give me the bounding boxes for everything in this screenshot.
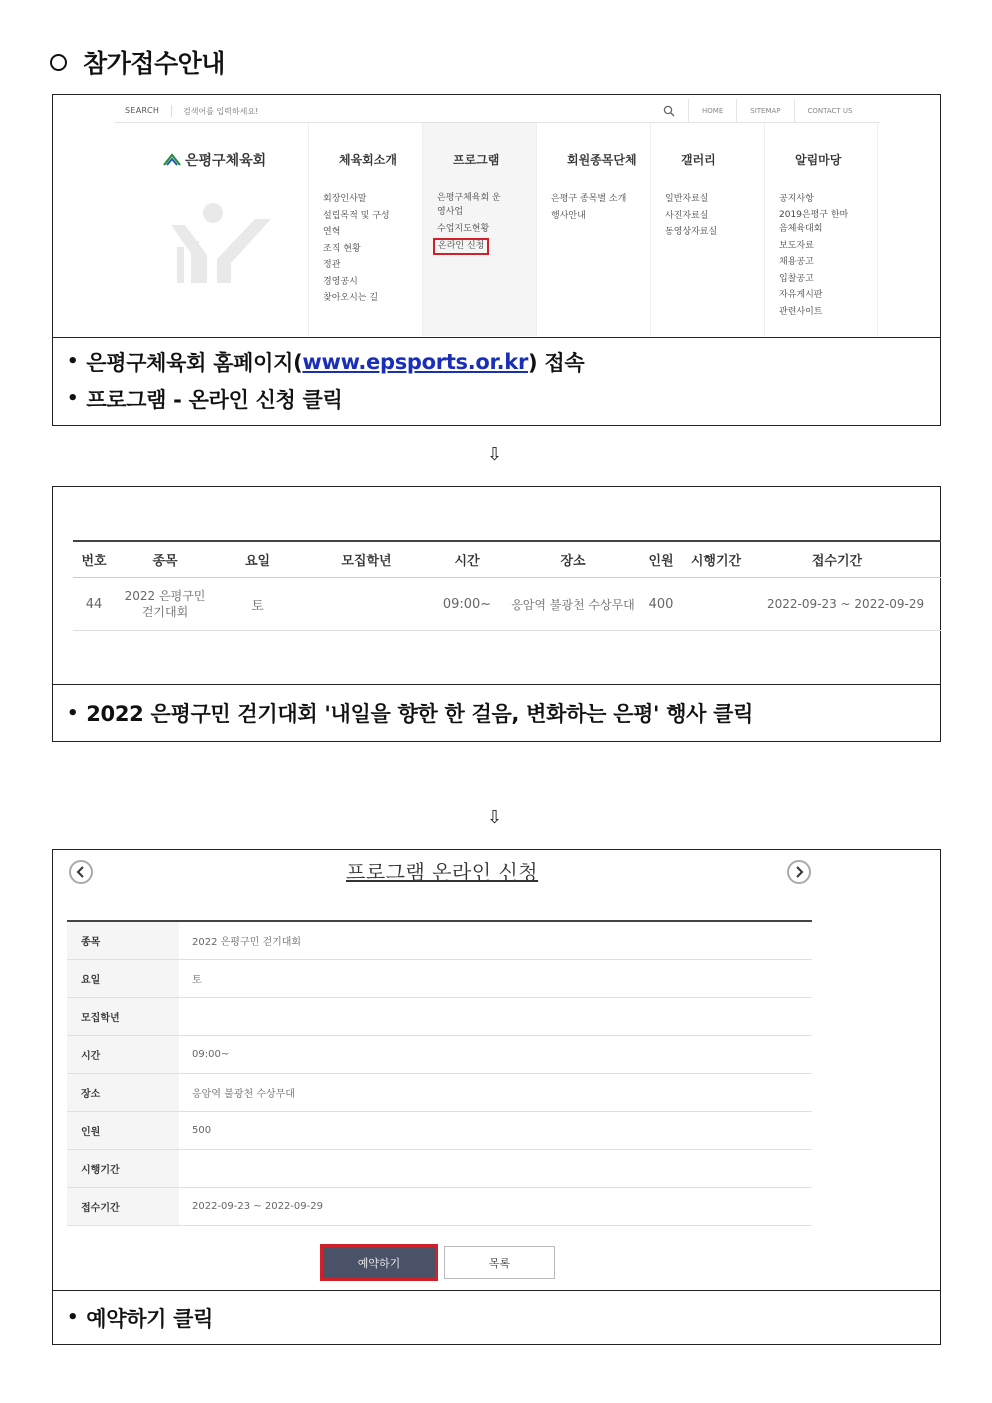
menu-item[interactable]: 일반자료실 (665, 194, 709, 204)
cell-place: 응암역 불광천 수상무대 (511, 597, 635, 612)
homepage-link[interactable]: www.epsports.or.kr (302, 349, 529, 374)
menu-item[interactable]: 정관 (323, 260, 341, 270)
col-header: 인원 (648, 554, 674, 569)
menu-item[interactable]: 동영상자료실 (665, 227, 718, 237)
menu-item[interactable]: 설립목적 및 구성 (323, 210, 390, 221)
detail-value: 09:00~ (192, 1049, 230, 1060)
detail-key: 시행기간 (67, 1150, 179, 1187)
menu-item[interactable]: 경영공시 (323, 276, 358, 287)
main-menu (308, 123, 878, 336)
detail-value: 응암역 불광천 수상무대 (192, 1089, 295, 1100)
detail-value: 2022-09-23 ~ 2022-09-29 (192, 1201, 323, 1212)
step1-caption (53, 337, 940, 425)
detail-key: 요일 (67, 960, 179, 997)
prev-button[interactable] (69, 860, 93, 884)
detail-value: 500 (192, 1125, 212, 1136)
menu-item[interactable]: 찾아오시는 길 (323, 293, 379, 303)
col-header: 시행기간 (690, 554, 742, 569)
detail-row (67, 960, 812, 998)
cell-number: 44 (85, 596, 103, 612)
down-arrow-icon: ⇩ (487, 807, 503, 828)
step1-box (52, 94, 941, 426)
reserve-button-label: 예약하기 (357, 1256, 401, 1270)
detail-key: 인원 (67, 1112, 179, 1149)
menu-col-about (308, 123, 422, 336)
col-header: 시간 (454, 554, 480, 569)
site-logo[interactable] (163, 150, 266, 170)
menu-item[interactable]: 채용공고 (779, 257, 814, 267)
menu-col-gallery (650, 123, 764, 336)
bullet: • (67, 702, 79, 724)
col-header: 종목 (152, 554, 178, 569)
menu-item[interactable]: 조직 현황 (323, 243, 361, 254)
caption-text: 프로그램 - 온라인 신청 클릭 (86, 387, 343, 412)
list-button[interactable]: 목록 (444, 1246, 555, 1279)
caption-line (67, 343, 940, 380)
detail-key: 시간 (67, 1036, 179, 1073)
menu-title-clubs[interactable]: 회원종목단체 (567, 153, 637, 167)
search-input[interactable]: 검색어를 입력하세요! (183, 107, 259, 116)
col-header: 요일 (244, 554, 271, 569)
detail-value: 2022 은평구민 걷기대회 (192, 937, 302, 948)
contact-link[interactable]: CONTACT US (794, 99, 866, 123)
cell-reception: 2022-09-23 ~ 2022-09-29 (767, 597, 925, 611)
reserve-button[interactable] (320, 1244, 438, 1281)
detail-key: 접수기간 (67, 1188, 179, 1225)
circle-bullet-icon (50, 54, 67, 71)
caption-line (67, 1291, 940, 1344)
down-arrow-icon: ⇩ (487, 444, 503, 465)
event-title-link[interactable]: 2022 은평구민 걷기대회 (124, 589, 206, 619)
detail-key: 장소 (67, 1074, 179, 1111)
detail-row (67, 1188, 812, 1226)
caption-text: 은평구체육회 홈페이지( (86, 350, 303, 375)
next-button[interactable] (787, 860, 811, 884)
step3-box (52, 849, 941, 1345)
detail-row (67, 1074, 812, 1112)
home-link[interactable]: HOME (688, 99, 736, 123)
top-search-bar (115, 99, 880, 123)
caption-line (67, 685, 940, 741)
caption-text: ) 접속 (528, 350, 585, 375)
table-header (73, 540, 941, 578)
logo-text: 은평구체육회 (185, 153, 267, 169)
menu-title-about[interactable]: 체육회소개 (339, 153, 397, 167)
cell-capacity: 400 (648, 596, 674, 612)
page-title: 프로그램 온라인 신청 (346, 860, 539, 884)
chevron-left-icon (76, 866, 86, 878)
menu-item[interactable]: 연혁 (323, 227, 341, 237)
detail-key: 모집학년 (67, 998, 179, 1035)
menu-title-program[interactable]: 프로그램 (453, 153, 500, 167)
menu-item[interactable]: 행사안내 (551, 210, 586, 221)
bullet: • (67, 1307, 79, 1328)
caption-text: 2022 은평구민 걷기대회 '내일을 향한 한 걸음, 변화하는 은평' 행사 클릭 (86, 702, 754, 726)
menu-col-clubs (536, 123, 650, 336)
step2-caption (53, 684, 940, 741)
menu-title-notice[interactable]: 알림마당 (795, 153, 842, 167)
menu-item[interactable]: 자유게시판 (779, 290, 823, 300)
menu-item[interactable]: 은평구 종목별 소개 (551, 194, 627, 204)
menu-col-program (422, 123, 536, 336)
logo-emblem-icon (163, 153, 181, 167)
top-links (650, 99, 866, 123)
section-heading (50, 44, 225, 80)
col-header: 접수기간 (811, 554, 863, 569)
search-icon[interactable] (663, 105, 675, 117)
table-row[interactable] (73, 578, 941, 631)
cell-time: 09:00~ (442, 596, 492, 612)
bullet: • (67, 388, 79, 409)
caption-line (67, 380, 940, 417)
menu-item[interactable]: 사진자료실 (665, 210, 709, 221)
divider (171, 105, 172, 117)
detail-row (67, 1112, 812, 1150)
step2-box (52, 486, 941, 742)
sitemap-link[interactable]: SITEMAP (736, 99, 793, 123)
online-apply-menu-item[interactable]: 온라인 신청 (433, 238, 489, 255)
detail-value: 토 (192, 975, 202, 986)
menu-item[interactable]: 입찰공고 (779, 273, 814, 284)
detail-table (67, 920, 812, 1226)
menu-item[interactable]: 2019은평구 한마음체육대회 (779, 209, 849, 234)
website-screenshot (115, 95, 880, 336)
col-header: 장소 (560, 554, 586, 569)
detail-row (67, 1036, 812, 1074)
cell-day: 토 (251, 598, 264, 614)
detail-row (67, 1150, 812, 1188)
watermark-figure-icon (155, 197, 275, 285)
detail-key: 종목 (67, 922, 179, 959)
menu-item[interactable]: 공지사항 (779, 194, 814, 204)
menu-item[interactable]: 보도자료 (779, 240, 814, 251)
menu-col-notice (764, 123, 878, 336)
menu-item[interactable]: 관련사이트 (779, 306, 823, 317)
menu-item[interactable]: 수업지도현황 (437, 224, 490, 234)
heading-text: 참가접수안내 (83, 49, 225, 78)
program-list-table (73, 540, 941, 631)
search-icon-cell[interactable] (650, 99, 688, 123)
detail-row (67, 998, 812, 1036)
chevron-right-icon (794, 866, 804, 878)
caption-text: 예약하기 클릭 (86, 1306, 214, 1331)
step3-caption (53, 1290, 940, 1344)
search-label: SEARCH (125, 106, 160, 115)
menu-title-gallery[interactable]: 갤러리 (681, 153, 716, 167)
detail-row (67, 922, 812, 960)
col-header: 번호 (81, 554, 107, 569)
col-header: 모집학년 (341, 554, 392, 569)
bullet: • (67, 351, 79, 372)
menu-item[interactable]: 회장인사말 (323, 194, 367, 204)
menu-item[interactable]: 은평구체육회 운영사업 (437, 193, 501, 217)
